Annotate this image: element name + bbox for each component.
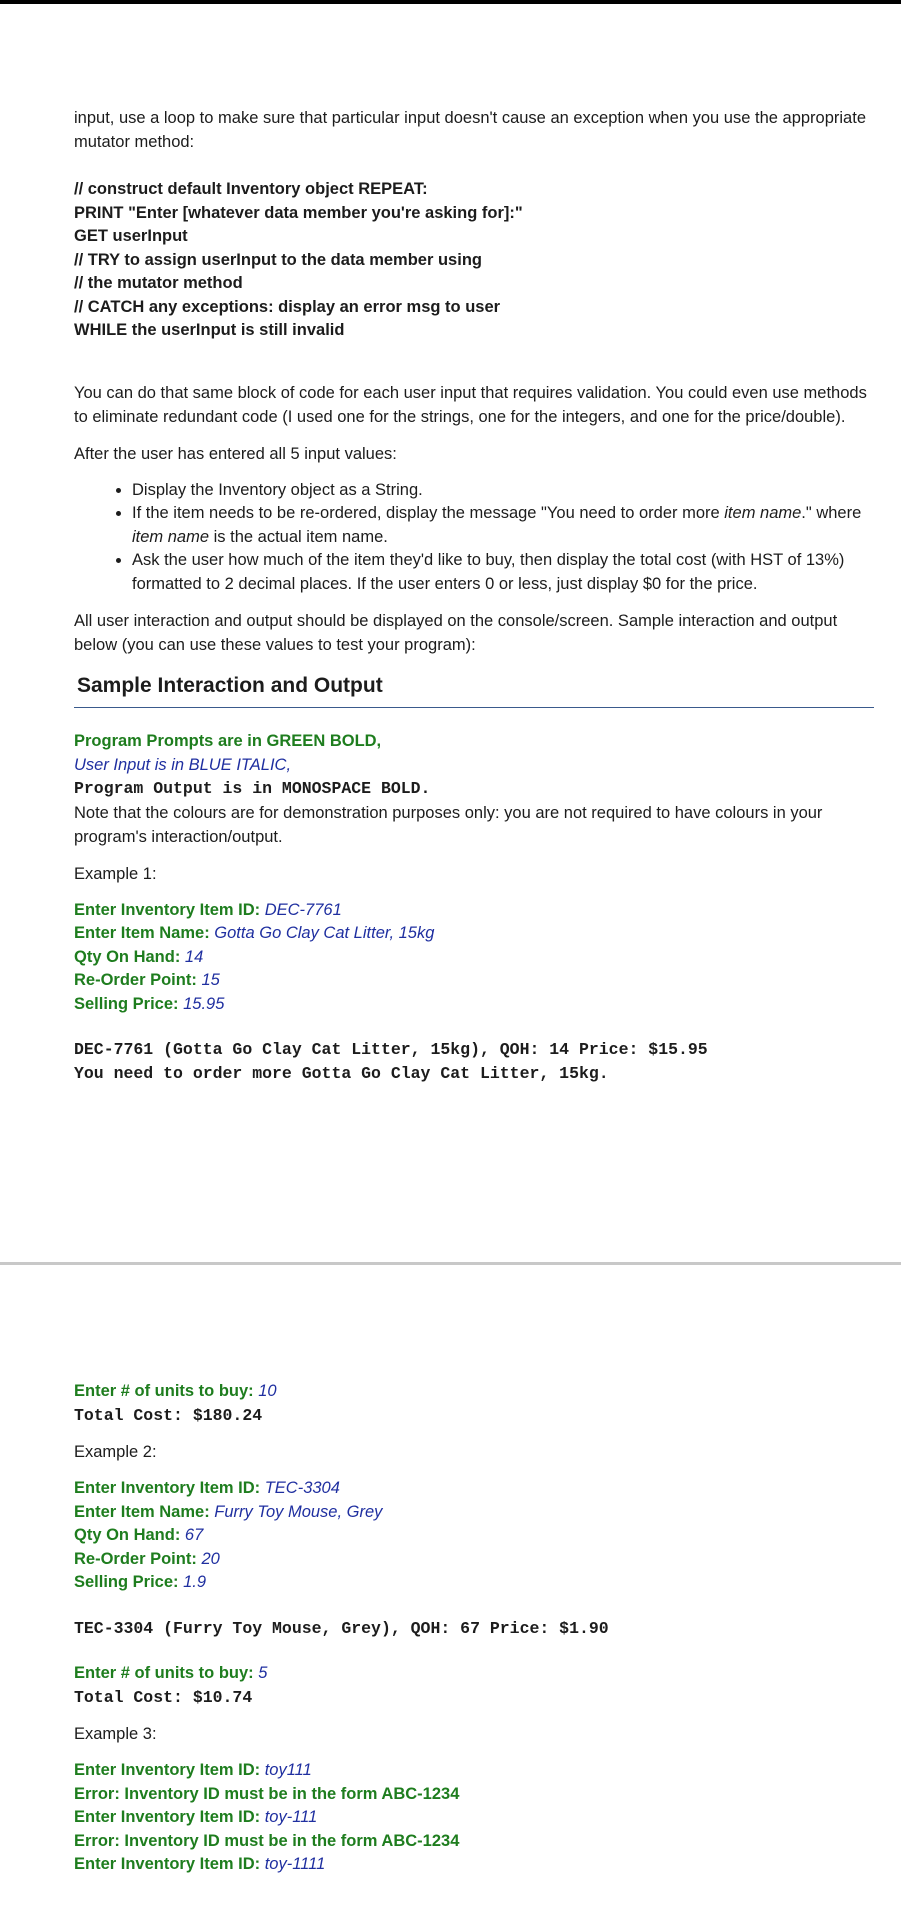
buy-prompt-line: Enter # of units to buy: 5 bbox=[74, 1664, 268, 1682]
legend-input: User Input is in BLUE ITALIC, bbox=[74, 755, 292, 774]
prompt-line: Enter Inventory Item ID: TEC-3304 bbox=[74, 1479, 340, 1497]
prompt-line: Qty On Hand: 67 bbox=[74, 1526, 204, 1544]
list-item: • Ask the user how much of the item they'd like to buy, then display the total cost (with HST of 13%) formatted to 2 decimal places. If the user enters 0 or less, just display $0 for the price. bbox=[132, 549, 874, 596]
example-3-lines bbox=[74, 1759, 874, 1877]
example-2-label: Example 2: bbox=[74, 1443, 157, 1461]
list-item: • Display the Inventory object as a String. bbox=[132, 479, 874, 503]
example-1-label: Example 1: bbox=[74, 864, 157, 883]
validation-paragraph: You can do that same block of code for each user input that requires validation. You could even use methods to eliminate redundant code (I used one for the strings, one for the integers, and one for the price/double). bbox=[74, 383, 867, 426]
pseudocode-line: GET userInput bbox=[74, 227, 188, 245]
output-line: TEC-3304 (Furry Toy Mouse, Grey), QOH: 67 Price: $1.90 bbox=[74, 1618, 609, 1638]
pseudocode-line: // the mutator method bbox=[74, 274, 243, 292]
legend-prompts: Program Prompts are in GREEN BOLD, bbox=[74, 732, 382, 750]
page-break-divider bbox=[0, 1262, 901, 1265]
prompt-line: Selling Price: 1.9 bbox=[74, 1573, 207, 1591]
prompt-line: Enter Inventory Item ID: DEC-7761 bbox=[74, 900, 342, 919]
prompt-line: Enter Inventory Item ID: toy-111 bbox=[74, 1808, 318, 1826]
list-item: • If the item needs to be re-ordered, display the message "You need to order more item name." where item name is the actual item name. bbox=[132, 502, 874, 549]
prompt-line: Enter Inventory Item ID: toy111 bbox=[74, 1761, 312, 1779]
pseudocode-line: WHILE the userInput is still invalid bbox=[74, 321, 345, 339]
error-line: Error: Inventory ID must be in the form ABC-1234 bbox=[74, 1784, 460, 1803]
prompt-line: Enter Item Name: Gotta Go Clay Cat Litter, 15kg bbox=[74, 924, 435, 942]
error-line: Error: Inventory ID must be in the form ABC-1234 bbox=[74, 1831, 460, 1850]
total-cost-line: Total Cost: $180.24 bbox=[74, 1405, 263, 1425]
intro-paragraph: input, use a loop to make sure that particular input doesn't cause an exception when you use the appropriate mutator method: bbox=[74, 109, 866, 151]
output-line: DEC-7761 (Gotta Go Clay Cat Litter, 15kg), QOH: 14 Price: $15.95 bbox=[74, 1040, 708, 1059]
prompt-line: Re-Order Point: 15 bbox=[74, 971, 220, 989]
prompt-line: Qty On Hand: 14 bbox=[74, 947, 204, 966]
prompt-line: Enter Inventory Item ID: toy-1111 bbox=[74, 1855, 326, 1873]
document-page-2 bbox=[74, 1380, 874, 1877]
example-2-prompts bbox=[74, 1477, 874, 1595]
example-1-prompts bbox=[74, 899, 874, 1017]
example-3-label: Example 3: bbox=[74, 1725, 157, 1743]
interaction-paragraph: All user interaction and output should be displayed on the console/screen. Sample interaction and output below (you can use these values to test your program): bbox=[74, 612, 838, 654]
buy-prompt-line: Enter # of units to buy: 10 bbox=[74, 1382, 277, 1400]
top-border bbox=[0, 0, 901, 4]
example-1-output bbox=[74, 1038, 874, 1085]
pseudocode-line: // construct default Inventory object REPEAT: bbox=[74, 180, 428, 198]
pseudocode-line: // TRY to assign userInput to the data member using bbox=[74, 250, 482, 269]
prompt-line: Re-Order Point: 20 bbox=[74, 1549, 220, 1568]
legend-note: Note that the colours are for demonstration purposes only: you are not required to have colours in your program's interaction/output. bbox=[74, 803, 823, 846]
pseudocode-block bbox=[74, 178, 874, 343]
requirements-list bbox=[74, 479, 874, 597]
document-page-1 bbox=[74, 106, 874, 1085]
output-line: You need to order more Gotta Go Clay Cat Litter, 15kg. bbox=[74, 1063, 609, 1083]
prompt-line: Enter Item Name: Furry Toy Mouse, Grey bbox=[74, 1502, 383, 1521]
legend-output: Program Output is in MONOSPACE BOLD. bbox=[74, 779, 431, 798]
total-cost-line: Total Cost: $10.74 bbox=[74, 1687, 253, 1707]
section-heading: Sample Interaction and Output bbox=[74, 671, 874, 708]
after-input-lead: After the user has entered all 5 input values: bbox=[74, 444, 397, 463]
pseudocode-line: PRINT "Enter [whatever data member you're asking for]:" bbox=[74, 203, 523, 222]
prompt-line: Selling Price: 15.95 bbox=[74, 994, 225, 1013]
pseudocode-line: // CATCH any exceptions: display an error msg to user bbox=[74, 297, 501, 316]
